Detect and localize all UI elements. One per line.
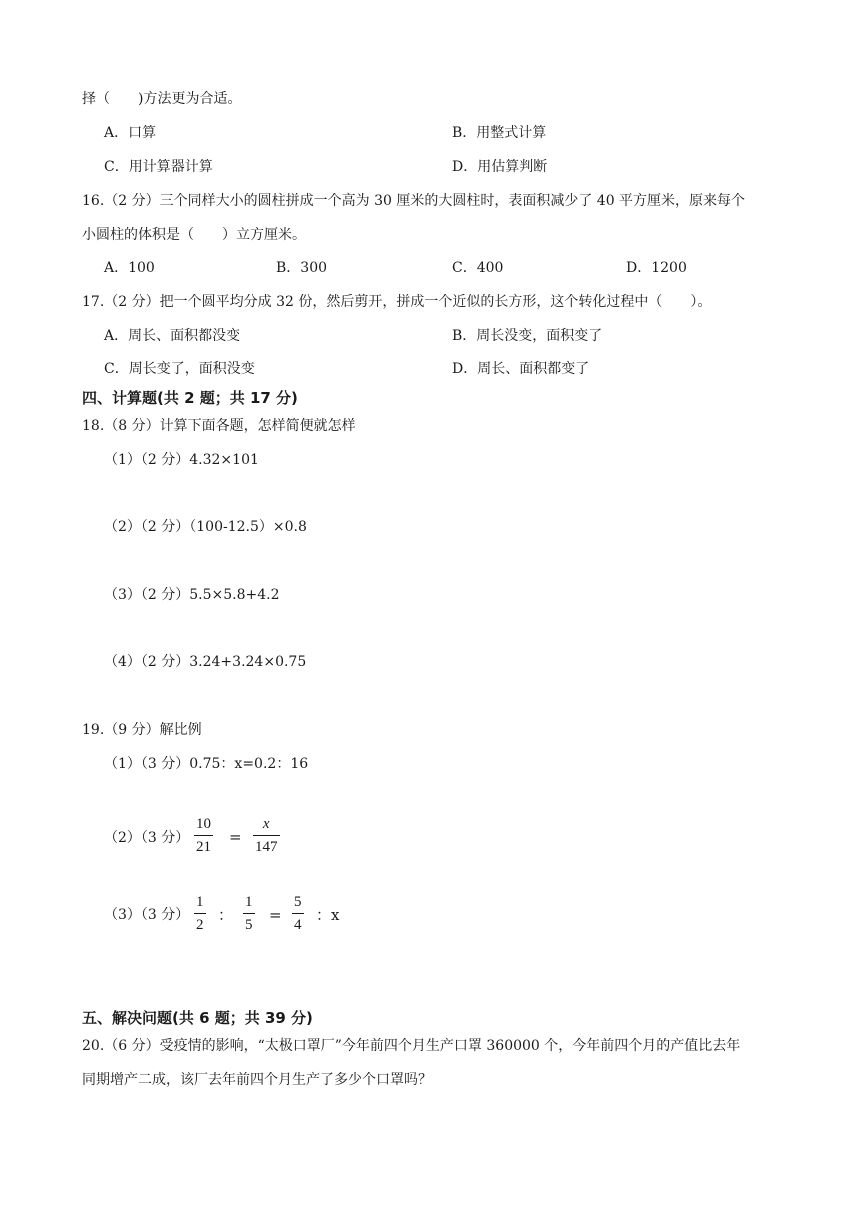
q17-option-d[interactable]: D．周长、面积都变了 <box>452 361 590 377</box>
q19-item3-fraction-c <box>292 893 304 934</box>
q15-option-d[interactable]: D．用估算判断 <box>452 159 548 175</box>
q17-option-c[interactable]: C．周长变了，面积没变 <box>104 361 255 377</box>
q16-text-line1: 16.（2 分）三个同样大小的圆柱拼成一个高为 30 厘米的大圆柱时，表面积减少了 40 平方厘米，原来每个 <box>82 193 746 209</box>
q19-item2-left-fraction <box>194 815 213 856</box>
q19-item-2-label: （2）（3 分） <box>104 830 190 846</box>
fraction-denominator: 147 <box>255 839 278 855</box>
q16-option-d[interactable]: D．1200 <box>626 260 687 276</box>
q16-text-line2: 小圆柱的体积是（ ）立方厘米。 <box>82 227 306 243</box>
section5-title: 五、解决问题(共 6 题；共 39 分) <box>82 1009 313 1027</box>
fraction-denominator: 2 <box>196 917 204 933</box>
q20-text-line2: 同期增产二成，该厂去年前四个月生产了多少个口罩吗？ <box>82 1072 432 1088</box>
fraction-denominator: 21 <box>196 839 211 855</box>
q18-item-2: （2）（2 分）（100-12.5）×0.8 <box>104 519 307 535</box>
fraction-bar <box>253 835 280 836</box>
q18-text: 18.（8 分）计算下面各题，怎样简便就怎样 <box>82 418 356 434</box>
q19-item2-right-fraction <box>253 815 280 856</box>
fraction-numerator: 1 <box>196 894 204 910</box>
fraction-bar <box>292 913 304 914</box>
fraction-numerator: 5 <box>294 894 302 910</box>
ratio-colon: ： <box>218 906 234 924</box>
fraction-denominator: 4 <box>294 917 302 933</box>
fraction-numerator: 10 <box>196 816 211 832</box>
q19-item-1: （1）（3 分）0.75：x=0.2：16 <box>104 756 309 772</box>
fraction-numerator: 1 <box>245 894 253 910</box>
q19-item3-fraction-b <box>243 893 255 934</box>
fraction-numerator: x <box>262 816 270 832</box>
q18-item-4: （4）（2 分）3.24+3.24×0.75 <box>104 654 307 670</box>
fraction-bar <box>194 913 206 914</box>
q16-option-a[interactable]: A．100 <box>104 260 155 276</box>
fraction-bar <box>243 913 255 914</box>
q16-option-b[interactable]: B．300 <box>276 260 328 276</box>
q16-option-c[interactable]: C．400 <box>452 260 504 276</box>
equals-sign: = <box>229 828 242 846</box>
fraction-bar <box>194 835 213 836</box>
q19-text: 19.（9 分）解比例 <box>82 722 202 738</box>
q18-item-1: （1）（2 分）4.32×101 <box>104 452 259 468</box>
section4-title: 四、计算题(共 2 题；共 17 分) <box>82 389 298 407</box>
q20-text-line1: 20.（6 分）受疫情的影响，“太极口罩厂”今年前四个月生产口罩 360000 个，今年前四个月的产值比去年 <box>82 1038 741 1054</box>
q18-item-3: （3）（2 分）5.5×5.8+4.2 <box>104 587 280 603</box>
q17-text-line1: 17.（2 分）把一个圆平均分成 32 份，然后剪开，拼成一个近似的长方形，这个转化过程中（ ）。 <box>82 294 712 310</box>
equals-sign: = <box>269 906 282 924</box>
q17-option-b[interactable]: B．周长没变，面积变了 <box>452 328 603 344</box>
fraction-denominator: 5 <box>245 917 253 933</box>
q15-tail: 择（ )方法更为合适。 <box>82 91 242 107</box>
q15-option-b[interactable]: B．用整式计算 <box>452 125 547 141</box>
q15-option-a[interactable]: A．口算 <box>104 125 157 141</box>
ratio-tail: ：x <box>316 906 340 924</box>
q15-option-c[interactable]: C．用计算器计算 <box>104 159 213 175</box>
q19-item-3-label: （3）（3 分） <box>104 907 190 923</box>
q19-item3-fraction-a <box>194 893 206 934</box>
q17-option-a[interactable]: A．周长、面积都没变 <box>104 328 241 344</box>
